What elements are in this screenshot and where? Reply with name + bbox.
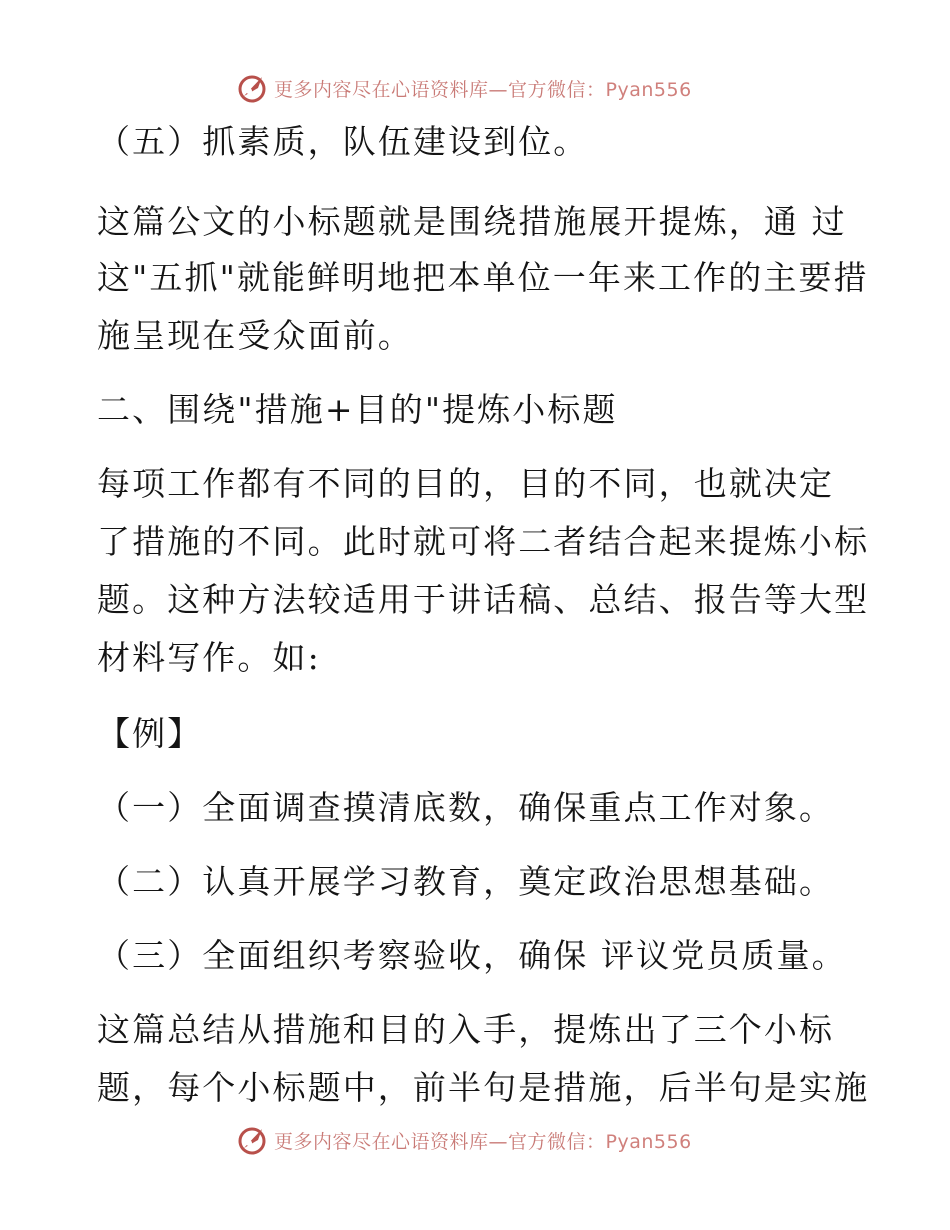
text-line: 每项工作都有不同的目的，目的不同，也就决定 [97, 464, 835, 503]
watermark-header [236, 72, 692, 104]
watermark-text: 更多内容尽在心语资料库—官方微信：Pyan556 [274, 78, 692, 101]
quill-logo-icon [236, 1124, 268, 1156]
text-line: 材料写作。如: [97, 638, 321, 677]
example-item: （二）认真开展学习教育，奠定政治思想基础。 [97, 862, 835, 901]
watermark-footer [236, 1124, 692, 1156]
text-line: 这篇公文的小标题就是围绕措施展开提炼，通 过 [97, 202, 847, 241]
watermark-text: 更多内容尽在心语资料库—官方微信：Pyan556 [274, 1130, 692, 1153]
text-line: 这"五抓"就能鲜明地把本单位一年来工作的主要措 [97, 258, 869, 297]
text-line: 题，每个小标题中，前半句是措施，后半句是实施 [97, 1068, 870, 1107]
text-line: （五）抓素质，队伍建设到位。 [97, 122, 589, 161]
text-line: 了措施的不同。此时就可将二者结合起来提炼小标 [97, 522, 870, 561]
text-line: 施呈现在受众面前。 [97, 316, 413, 355]
text-line: 这篇总结从措施和目的入手，提炼出了三个小标 [97, 1010, 835, 1049]
quill-logo-icon [236, 72, 268, 104]
example-label: 【例】 [97, 714, 203, 753]
example-item: （三）全面组织考察验收，确保 评议党员质量。 [97, 936, 847, 975]
text-line: 题。这种方法较适用于讲话稿、总结、报告等大型 [97, 580, 870, 619]
section-heading: 二、围绕"措施+目的"提炼小标题 [97, 390, 618, 429]
example-item: （一）全面调查摸清底数，确保重点工作对象。 [97, 788, 835, 827]
